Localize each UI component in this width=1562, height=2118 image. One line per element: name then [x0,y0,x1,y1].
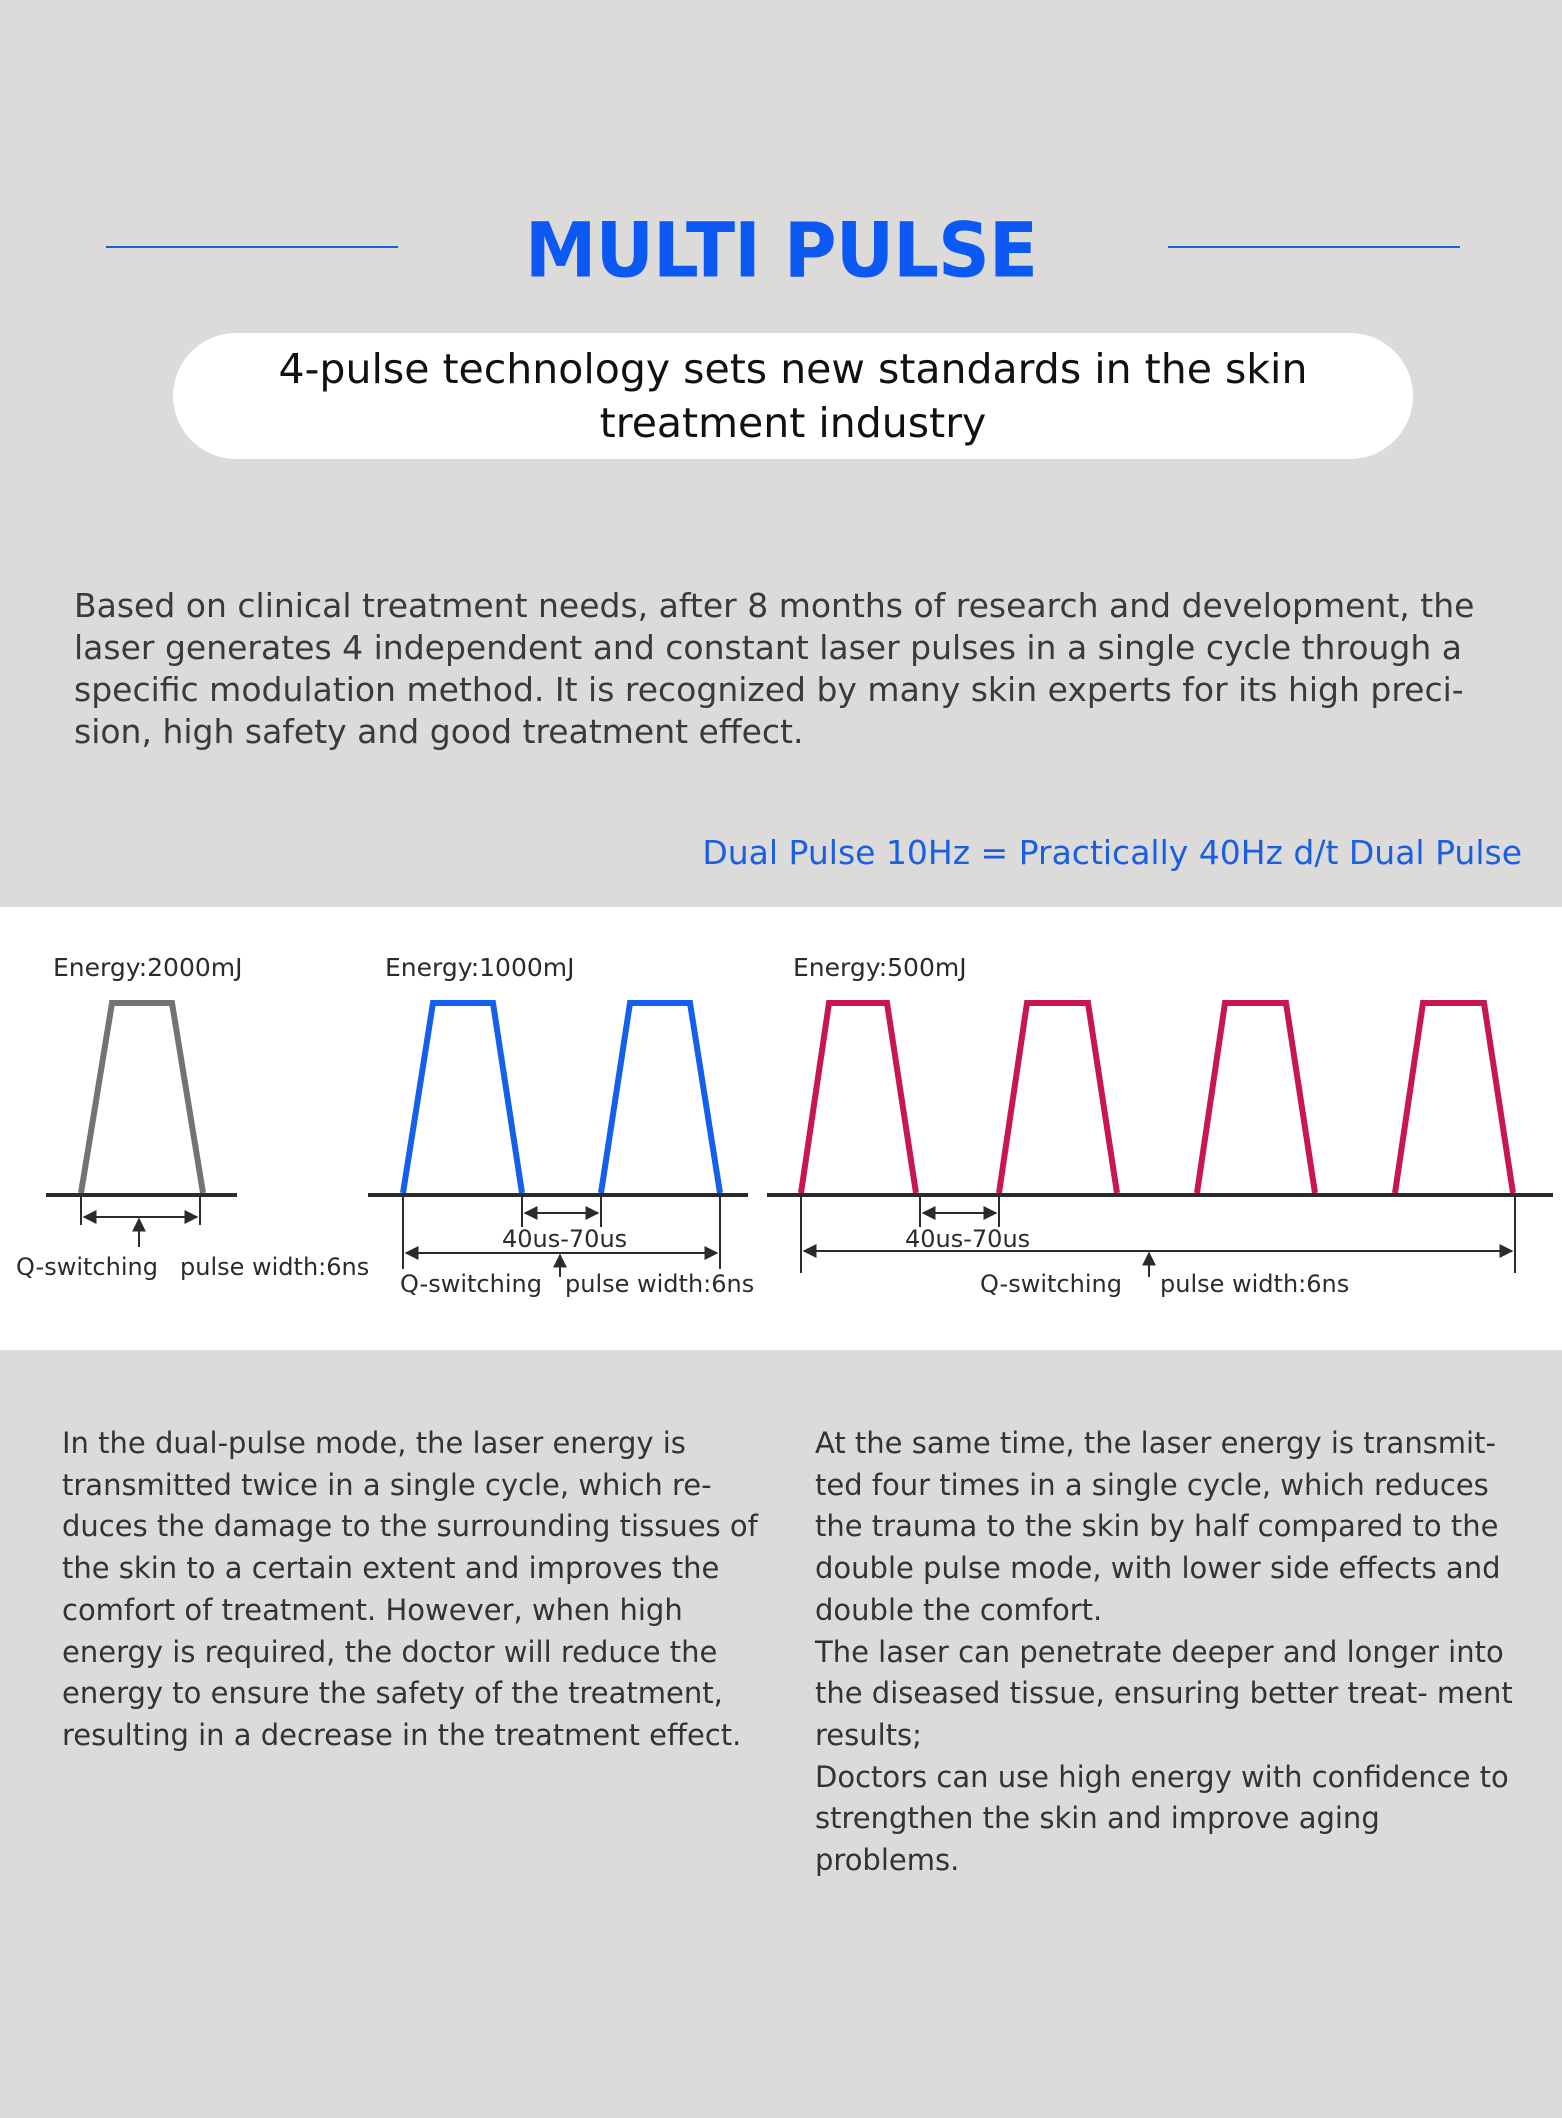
single-pulse-shape [81,1003,203,1193]
right-paragraph-3: Doctors can use high energy with confidence to strengthen the skin and improve aging problems. [815,1759,1509,1878]
quad-q-label: Q-switching [980,1270,1122,1298]
single-energy-label: Energy:2000mJ [53,953,243,982]
quad-gap-label: 40us-70us [905,1225,1031,1253]
dual-gap-label: 40us-70us [502,1225,628,1253]
single-q-label: Q-switching [16,1253,158,1281]
dual-energy-label: Energy:1000mJ [385,953,575,982]
quad-energy-label: Energy:500mJ [793,953,967,982]
subtitle: 4-pulse technology sets new standards in the skin treatment industry [278,345,1308,447]
quad-pulse-description [815,1423,1515,1882]
right-paragraph-1: At the same time, the laser energy is transmit- ted four times in a single cycle, which reduces the trauma to the skin by half compared to the double pulse mode, with lower side effects and double the comfort. [815,1426,1501,1627]
dual-q-label: Q-switching [400,1270,542,1298]
pulse-diagram-band [0,907,1562,1350]
title-row [0,205,1562,295]
right-paragraph-2: The laser can penetrate deeper and longer into the diseased tissue, ensuring better treat- ment results; [815,1634,1513,1752]
quad-pulse-shape-2 [999,1003,1117,1193]
title-rule-right [1168,246,1460,248]
subtitle-pill [173,333,1413,459]
quad-pulse-shape-1 [801,1003,916,1193]
quad-pulse-shape-4 [1395,1003,1513,1193]
page-title: MULTI PULSE [524,205,1038,295]
dual-pulse-shape-2 [601,1003,720,1193]
quad-pw-label: pulse width:6ns [1160,1270,1350,1298]
pulse-diagram-svg [0,907,1562,1350]
single-pw-label: pulse width:6ns [180,1253,370,1281]
dual-pulse-description [62,1423,772,1757]
dual-pulse-caption: Dual Pulse 10Hz = Practically 40Hz d/t Dual Pulse [702,833,1522,872]
left-paragraph: In the dual-pulse mode, the laser energy is transmitted twice in a single cycle, which re- duces the damage to the surrounding tissues of the skin to a certain extent and improves the comfort of treatment. However, when high energy is required, the doctor will reduce the energy to ensure the safety of the treatment, resulting in a decrease in the treatment effect. [62,1426,758,1752]
dual-pw-label: pulse width:6ns [565,1270,755,1298]
quad-pulse-shape-3 [1197,1003,1315,1193]
dual-pulse-shape-1 [403,1003,522,1193]
intro-paragraph: Based on clinical treatment needs, after 8 months of research and development, the laser generates 4 independent and constant laser pulses in a single cycle through a specific modulation method. It is recognized by many skin experts for its high preci- sion, high safety and good treatment effect. [74,586,1475,751]
